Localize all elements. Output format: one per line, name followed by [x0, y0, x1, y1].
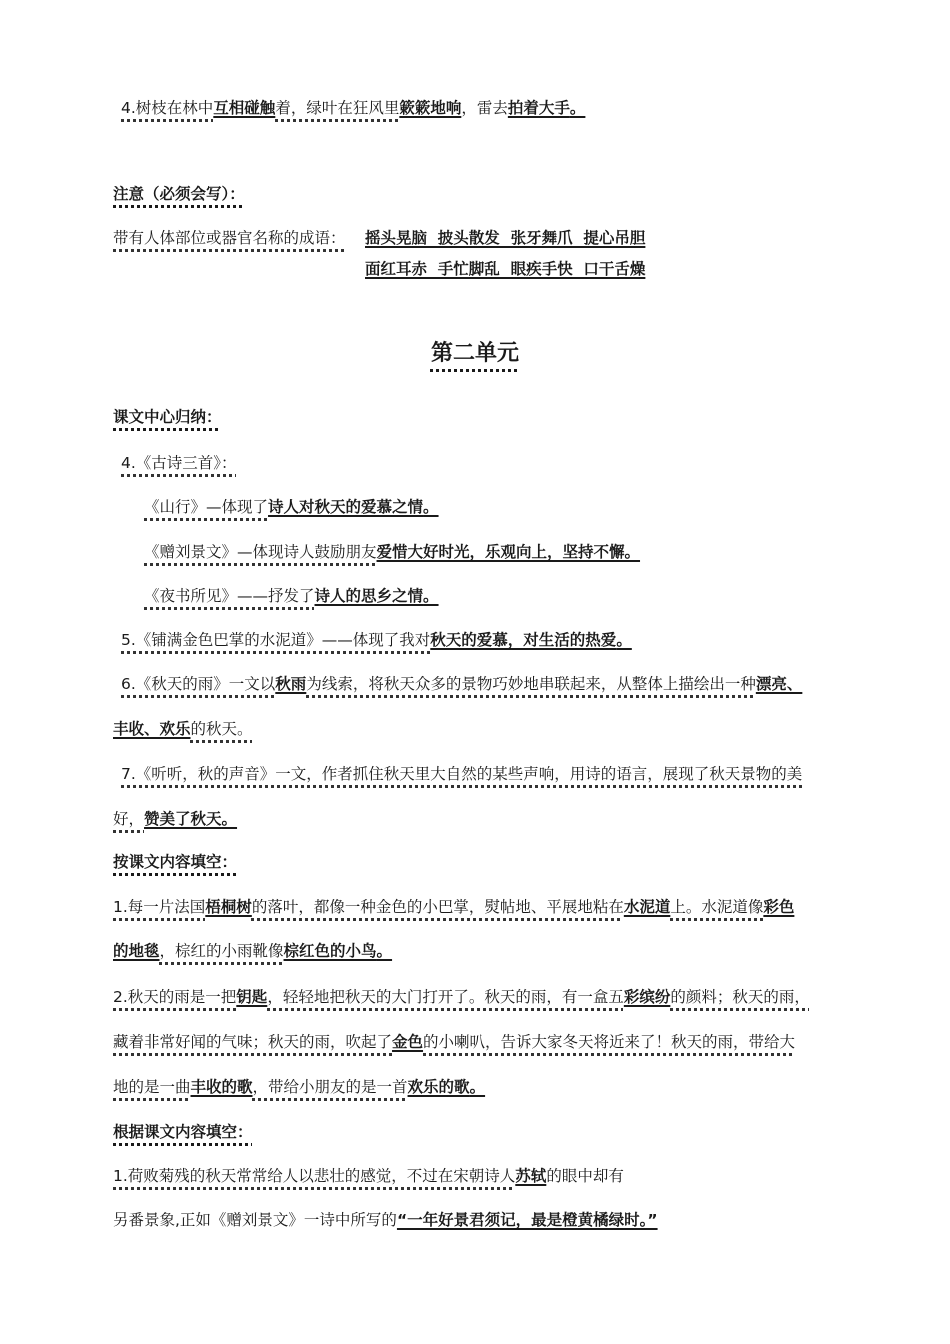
text-segment: 6.《秋天的雨》一文以 — [121, 675, 276, 693]
lesson-item-4 — [121, 97, 585, 119]
text-segment: 为线索，将秋天众多的景物巧妙地串联起来，从整体上描绘出一种 — [306, 675, 756, 693]
answer-text: 诗人的思乡之情 — [314, 587, 424, 605]
answer-text: 丰收的歌 — [190, 1078, 253, 1096]
answer-text: 梧桐树 — [205, 898, 252, 916]
answer-text: 丰收、欢乐 — [113, 720, 191, 738]
idioms-row-2: 面红耳赤 手忙脚乱 眼疾手快 口干舌燥 — [365, 260, 646, 278]
text-segment: ，带给小朋友的是一首 — [252, 1078, 408, 1096]
poem-zengliu — [144, 541, 640, 563]
text-segment: 《赠刘景文》—体现诗人鼓励朋友 — [144, 543, 377, 561]
text-segment: ，轻轻地把秋天的大门打开了。秋天的雨，有一盒五 — [267, 988, 624, 1006]
summary-item-7-line-2 — [113, 808, 237, 830]
text-segment: 藏着非常好闻的气味；秋天的雨，吹起了 — [113, 1033, 393, 1051]
answer-text: 诗人对秋天的爱慕之情 — [268, 498, 424, 516]
fill-3-line-2 — [113, 1209, 658, 1231]
summary-item-5 — [121, 629, 632, 651]
poem-yeshu — [144, 585, 439, 607]
answer-text: 簌簌地响 — [399, 99, 462, 117]
unit-title: 第二单元 — [430, 341, 519, 366]
answer-text: 秋雨 — [275, 675, 307, 693]
text-segment: 。 — [616, 631, 632, 649]
summary-item-6-line-2 — [113, 718, 253, 740]
answer-text: 漂亮、 — [755, 675, 803, 693]
answer-text: 彩缤纷 — [623, 988, 671, 1006]
fill-2-line-3 — [113, 1076, 485, 1098]
text-segment: 。 — [569, 99, 586, 117]
text-segment: 的颜料；秋天的雨， — [670, 988, 810, 1006]
text-segment: 5.《铺满金色巴掌的水泥道》——体现了我对 — [121, 631, 431, 649]
text-segment: 。 — [423, 498, 439, 516]
note-heading: 注意（必须会写）： — [113, 185, 245, 203]
text-segment: 。 — [423, 587, 439, 605]
answer-text: 拍着大手 — [507, 99, 570, 117]
text-segment: ，雷去 — [461, 99, 508, 117]
fill-heading: 按课文内容填空： — [113, 853, 238, 871]
fill-1-line-2 — [113, 940, 392, 962]
text-segment: 的眼中却有 — [546, 1167, 624, 1185]
answer-text: 水泥道 — [623, 898, 671, 916]
text-segment: 的落叶，都像一种金色的小巴掌，熨帖地、平展地粘在 — [251, 898, 624, 916]
text-segment: ，棕红的小雨靴像 — [159, 942, 284, 960]
text-segment: 地的是一曲 — [113, 1078, 191, 1096]
text-segment: 另番景象,正如《赠刘景文》一诗中所写的 — [113, 1211, 397, 1229]
answer-text: 金色 — [392, 1033, 424, 1051]
summary-item-7-line-1: 7.《听听，秋的声音》一文，作者抓住秋天里大自然的某些声响，用诗的语言，展现了秋天景物的美 — [121, 765, 803, 783]
idioms-label: 带有人体部位或器官名称的成语： — [113, 229, 346, 247]
summary-item-6-line-1 — [121, 673, 802, 695]
answer-text: 彩色 — [763, 898, 795, 916]
poem-shanxing — [144, 496, 439, 518]
answer-text: 赞美了秋天 — [144, 810, 222, 828]
text-segment: 《夜书所见》——抒发了 — [144, 587, 315, 605]
poems-heading: 4.《古诗三首》： — [121, 454, 237, 472]
answer-text: 钥匙 — [236, 988, 268, 1006]
fill-heading-2: 根据课文内容填空： — [113, 1123, 253, 1141]
text-segment: 。 — [376, 942, 393, 960]
idioms-row-1: 摇头晃脑 披头散发 张牙舞爪 提心吊胆 — [365, 229, 646, 247]
text-segment: 4.树枝在林中 — [121, 99, 214, 117]
answer-text: 互相碰触 — [213, 99, 276, 117]
answer-text: “一年好景君须记，最是橙黄橘绿时。” — [396, 1211, 658, 1229]
text-segment: 1.荷败菊残的秋天常常给人以悲壮的感觉，不过在宋朝诗人 — [113, 1167, 516, 1185]
text-segment: 的秋天。 — [190, 720, 253, 738]
text-segment: 上。水泥道像 — [670, 898, 764, 916]
idioms-label-row — [113, 227, 346, 249]
text-segment: 《山行》—体现了 — [144, 498, 269, 516]
text-segment: 的小喇叭，告诉大家冬天将近来了！秋天的雨，带给大 — [423, 1033, 796, 1051]
text-segment: 。 — [221, 810, 238, 828]
summary-heading: 课文中心归纳： — [113, 408, 222, 426]
answer-text: 秋天的爱慕，对生活的热爱 — [430, 631, 617, 649]
answer-text: 的地毯 — [113, 942, 160, 960]
text-segment: 。 — [469, 1078, 486, 1096]
answer-text: 爱惜大好时光，乐观向上，坚持不懈。 — [376, 543, 641, 561]
answer-text: 棕红色的小鸟 — [283, 942, 377, 960]
text-segment: 1.每一片法国 — [113, 898, 206, 916]
fill-2-line-2 — [113, 1031, 795, 1053]
text-segment: 着，绿叶在狂风里 — [275, 99, 400, 117]
answer-text: 苏轼 — [515, 1167, 547, 1185]
fill-1-line-1 — [113, 896, 794, 918]
text-segment: 好， — [113, 810, 145, 828]
text-segment: 2.秋天的雨是一把 — [113, 988, 237, 1006]
fill-3-line-1 — [113, 1165, 624, 1187]
fill-2-line-1 — [113, 986, 810, 1008]
answer-text: 欢乐的歌 — [407, 1078, 470, 1096]
